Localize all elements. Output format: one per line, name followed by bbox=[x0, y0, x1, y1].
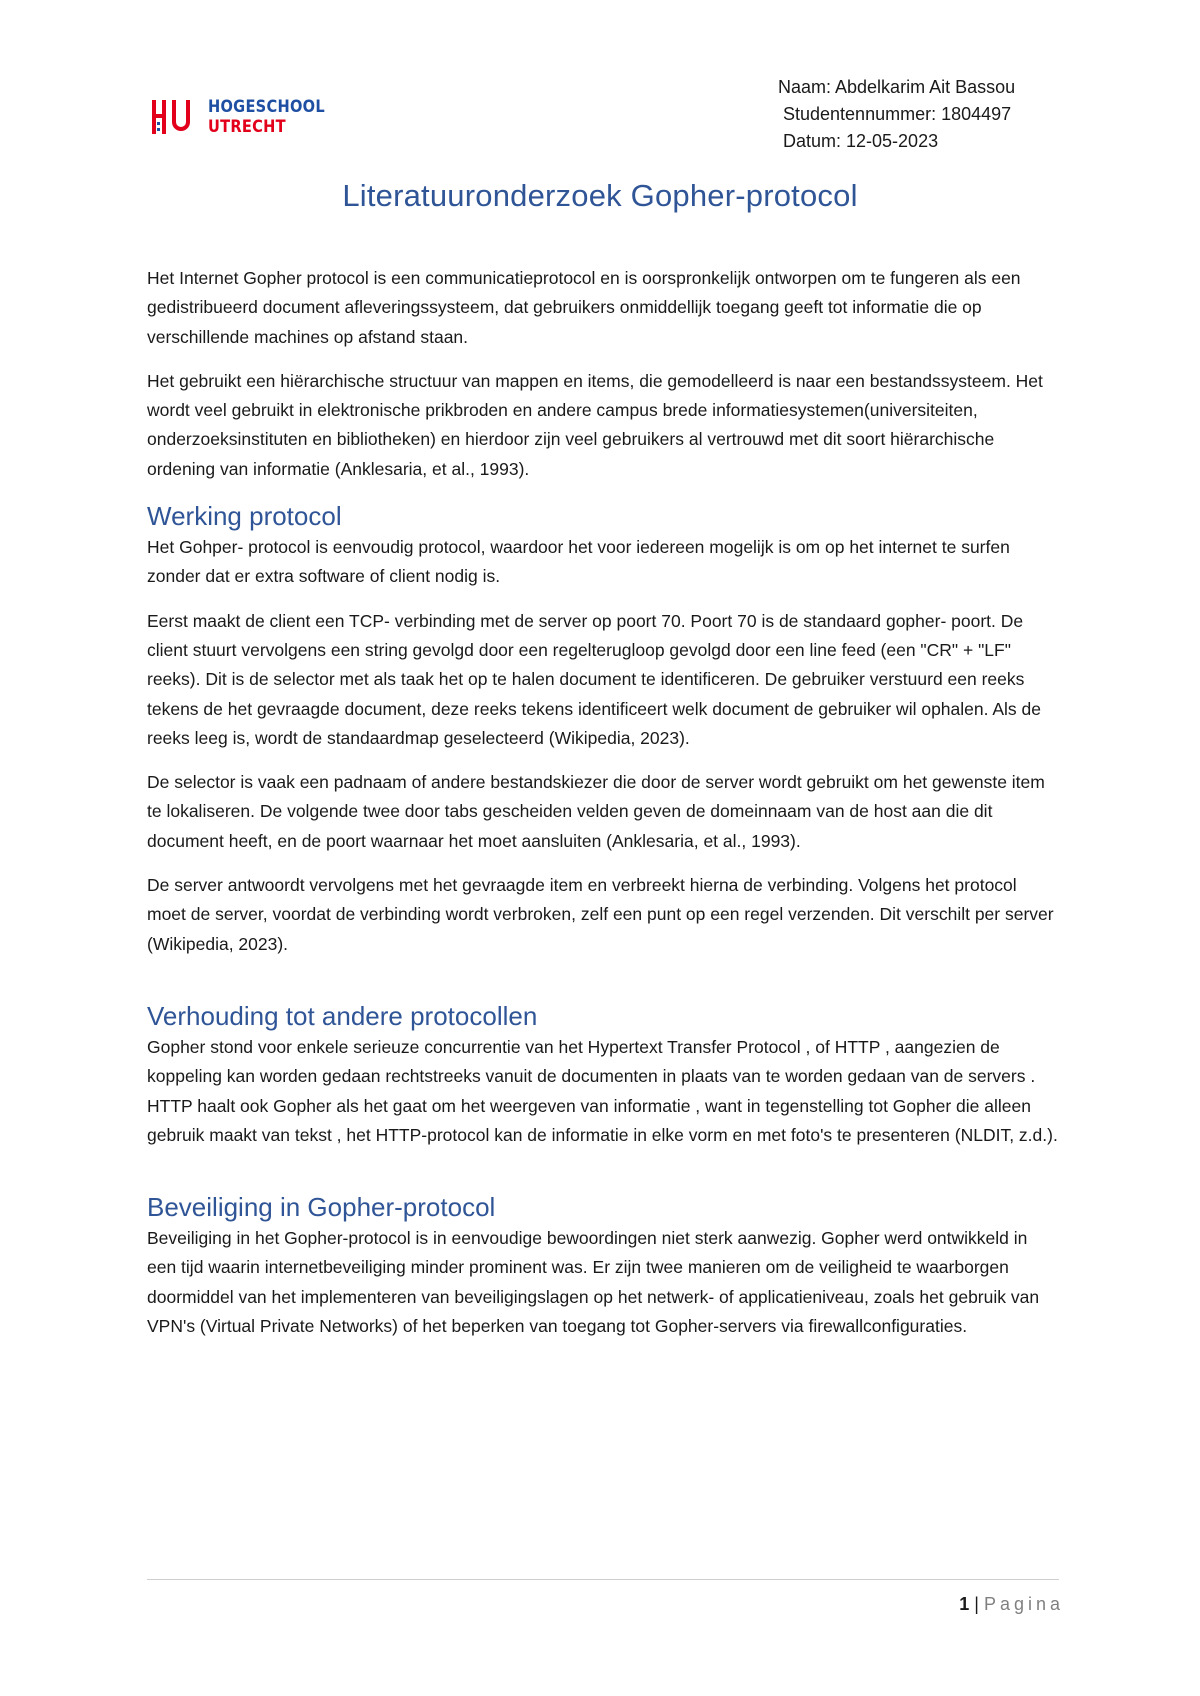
beveiliging-paragraph-1: Beveiliging in het Gopher-protocol is in eenvoudige bewoordingen niet sterk aanwezig. Gopher werd ontwikkeld in een tijd waarin internetbeveiliging minder prominent was. Er zijn twee manieren om de veiligheid te waarborgen doormiddel van het implementeren van beveiligingslagen op het netwerk- of applicatieniveau, zoals het gebruik van VPN's (Virtual Private Networks) of het beperken van toegang tot Gopher-servers via firewallconfiguraties. bbox=[147, 1228, 1040, 1337]
page-number-value: 1 bbox=[959, 1594, 970, 1614]
logo-line-2: UTRECHT bbox=[208, 117, 286, 137]
author-info bbox=[778, 74, 1015, 155]
page-number-separator: | bbox=[974, 1594, 979, 1614]
intro-paragraph-1: Het Internet Gopher protocol is een communicatieprotocol en is oorspronkelijk ontworpen om te fungeren als een gedistribueerd document afleveringssysteem, dat gebruikers onmiddellijk toegang geeft tot informatie die op verschillende machines op afstand staan. bbox=[147, 268, 1021, 347]
hu-logo-icon bbox=[150, 96, 196, 138]
section-heading-werking: Werking protocol bbox=[147, 501, 342, 532]
werking-paragraph-4: De server antwoordt vervolgens met het gevraagde item en verbreekt hierna de verbinding. Volgens het protocol moet de server, voordat de verbinding wordt verbroken, zelf een punt op een regel verzenden. Dit verschilt per server (Wikipedia, 2023). bbox=[147, 875, 1054, 954]
verhouding-paragraph-1: Gopher stond voor enkele serieuze concurrentie van het Hypertext Transfer Protocol , of HTTP , aangezien de koppeling kan worden gedaan rechtstreeks vanuit de documenten in plaats van te worden gedaan van de servers . HTTP haalt ook Gopher als het gaat om het weergeven van informatie , want in tegenstelling tot Gopher die alleen gebruik maakt van tekst , het HTTP-protocol kan de informatie in elke vorm en met foto's te presenteren (NLDIT, z.d.). bbox=[147, 1036, 1058, 1145]
document-body bbox=[147, 264, 1059, 1356]
footer-divider bbox=[147, 1579, 1059, 1580]
student-number: Studentennummer: 1804497 bbox=[783, 104, 1012, 124]
intro-paragraph-2: Het gebruikt een hiërarchische structuur van mappen en items, die gemodelleerd is naar een bestandssysteem. Het wordt veel gebruikt in elektronische prikbroden en andere campus brede informatiesystemen(universiteiten, onderzoeksinstituten en bibliotheken) en hierdoor zijn veel gebruikers al vertrouwd met dit soort hiërarchische ordening van informatie (Anklesaria, et al., 1993). bbox=[147, 370, 1043, 479]
logo-line-1: HOGESCHOOL bbox=[208, 97, 325, 117]
section-heading-beveiliging: Beveiliging in Gopher-protocol bbox=[147, 1192, 496, 1223]
werking-paragraph-2: Eerst maakt de client een TCP- verbinding met de server op poort 70. Poort 70 is de standaard gopher- poort. De client stuurt vervolgens een string gevolgd door een regelterugloop gevolgd door een line feed (een "CR" + "LF" reeks). Dit is de selector met als taak het op te halen document te identificeren. De gebruiker verstuurd een reeks tekens de het gevraagde document, deze reeks tekens identificeert welk document de gebruiker wil ophalen. Als de reeks leeg is, wordt de standaardmap geselecteerd (Wikipedia, 2023). bbox=[147, 610, 1042, 748]
hogeschool-utrecht-logo bbox=[150, 96, 344, 138]
document-date: Datum: 12-05-2023 bbox=[783, 131, 939, 151]
werking-paragraph-1: Het Gohper- protocol is eenvoudig protocol, waardoor het voor iedereen mogelijk is om op het internet te surfen zonder dat er extra software of client nodig is. bbox=[147, 537, 1010, 587]
page-number bbox=[959, 1594, 1064, 1615]
page-label: Pagina bbox=[983, 1594, 1064, 1614]
document-title: Literatuuronderzoek Gopher-protocol bbox=[342, 178, 858, 213]
section-heading-verhouding: Verhouding tot andere protocollen bbox=[147, 1000, 538, 1031]
author-name: Naam: Abdelkarim Ait Bassou bbox=[778, 77, 1016, 97]
werking-paragraph-3: De selector is vaak een padnaam of andere bestandskiezer die door de server wordt gebruikt om het gewenste item te lokaliseren. De volgende twee door tabs gescheiden velden geven de domeinnaam van de host aan die dit document heeft, en de poort waarnaar het moet aansluiten (Anklesaria, et al., 1993). bbox=[147, 772, 1045, 851]
